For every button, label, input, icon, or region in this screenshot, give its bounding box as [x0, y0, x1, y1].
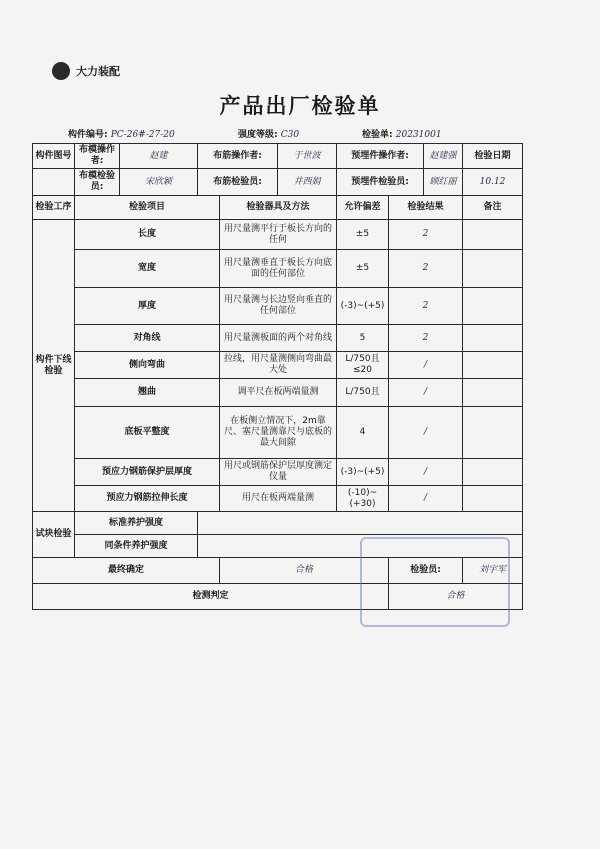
row-tolerance: L/750且 ≤20 — [337, 352, 389, 379]
row-tool: 用尺量测垂直于板长方向底面的任何部位 — [220, 250, 337, 288]
logo-icon — [52, 62, 70, 80]
inspection-no: 检验单: 20231001 — [362, 130, 442, 140]
row-tool: 用尺量测板面的两个对角线 — [220, 325, 337, 352]
inspector-value: 刘宇军 — [463, 558, 523, 584]
standard-cure-value — [198, 512, 523, 535]
row-result: / — [389, 379, 463, 407]
judgment-value: 合格 — [389, 584, 523, 610]
row-tolerance: ±5 — [337, 250, 389, 288]
row-note — [463, 250, 523, 288]
row-tolerance: L/750且 — [337, 379, 389, 407]
inspector-label: 检验员: — [389, 558, 463, 584]
judgment-label: 检测判定 — [33, 584, 389, 610]
section-label: 构件下线检验 — [33, 220, 75, 512]
col-item: 检验项目 — [75, 196, 220, 220]
company-name: 大力装配 — [76, 65, 120, 78]
mold-insp-label: 布模检验员: — [75, 169, 120, 196]
row-item: 底板平整度 — [75, 407, 220, 459]
row-item: 宽度 — [75, 250, 220, 288]
row-result: 2 — [389, 220, 463, 250]
row-tolerance: (-3)~(+5) — [337, 459, 389, 486]
row-result: / — [389, 486, 463, 512]
row-tool: 调平尺在板两端量测 — [220, 379, 337, 407]
row-tolerance: (-3)~(+5) — [337, 288, 389, 325]
rebar-insp-label: 布筋检验员: — [198, 169, 278, 196]
same-cure-label: 同条件养护强度 — [75, 535, 198, 558]
rebar-insp-value: 井西娟 — [278, 169, 337, 196]
col-note: 备注 — [463, 196, 523, 220]
standard-cure-label: 标准养护强度 — [75, 512, 198, 535]
inspect-date-label: 检验日期 — [463, 144, 523, 169]
strength-grade: 强度等级: C30 — [238, 130, 300, 140]
row-result: / — [389, 407, 463, 459]
row-result: / — [389, 459, 463, 486]
mold-op-value: 赵建 — [120, 144, 198, 169]
embed-insp-value: 顾红丽 — [424, 169, 463, 196]
row-item: 对角线 — [75, 325, 220, 352]
component-no: 构件编号: PC-26#-27-20 — [68, 130, 175, 140]
embed-op-label: 预埋件操作者: — [337, 144, 424, 169]
row-result: 2 — [389, 250, 463, 288]
rebar-op-value: 于世波 — [278, 144, 337, 169]
row-tolerance: ±5 — [337, 220, 389, 250]
row-tool: 用尺量测平行于板长方向的任何 — [220, 220, 337, 250]
final-label: 最终确定 — [33, 558, 220, 584]
row-item: 翘曲 — [75, 379, 220, 407]
test-block-label: 试块检验 — [33, 512, 75, 558]
row-item: 侧向弯曲 — [75, 352, 220, 379]
col-result: 检验结果 — [389, 196, 463, 220]
row-item: 预应力钢筋保护层厚度 — [75, 459, 220, 486]
row-tolerance: 4 — [337, 407, 389, 459]
row-tool: 用尺量测与长边竖向垂直的任何部位 — [220, 288, 337, 325]
row-tool: 在板侧立情况下，2m靠尺、塞尺量测靠尺与底板的最大间隙 — [220, 407, 337, 459]
row-note — [463, 407, 523, 459]
inspect-date-value: 10.12 — [463, 169, 523, 196]
inspection-stamp — [360, 537, 510, 627]
row-result: 2 — [389, 325, 463, 352]
row-item: 长度 — [75, 220, 220, 250]
col-tool: 检验器具及方法 — [220, 196, 337, 220]
row-note — [463, 379, 523, 407]
row-note — [463, 220, 523, 250]
row-result: 2 — [389, 288, 463, 325]
row-note — [463, 325, 523, 352]
mold-insp-value: 宋欣颖 — [120, 169, 198, 196]
row-tolerance: (-10)~(+30) — [337, 486, 389, 512]
mold-op-label: 布模操作者: — [75, 144, 120, 169]
row-item: 厚度 — [75, 288, 220, 325]
row-note — [463, 486, 523, 512]
embed-insp-label: 预埋件检验员: — [337, 169, 424, 196]
row-note — [463, 288, 523, 325]
row-result: / — [389, 352, 463, 379]
row-item: 预应力钢筋拉伸长度 — [75, 486, 220, 512]
embed-op-value: 赵建强 — [424, 144, 463, 169]
row-note — [463, 459, 523, 486]
row-tolerance: 5 — [337, 325, 389, 352]
company-logo — [52, 62, 120, 80]
final-value: 合格 — [220, 558, 389, 584]
drawing-no-label: 构件图号 — [33, 144, 75, 169]
row-tool: 拉线，用尺量测侧向弯曲最大处 — [220, 352, 337, 379]
page-title: 产品出厂检验单 — [219, 94, 381, 118]
col-tolerance: 允许偏差 — [337, 196, 389, 220]
col-process: 检验工序 — [33, 196, 75, 220]
drawing-no-value — [33, 169, 75, 196]
rebar-op-label: 布筋操作者: — [198, 144, 278, 169]
row-note — [463, 352, 523, 379]
row-tool: 用尺在板两端量测 — [220, 486, 337, 512]
row-tool: 用尺或钢筋保护层厚度测定仪量 — [220, 459, 337, 486]
